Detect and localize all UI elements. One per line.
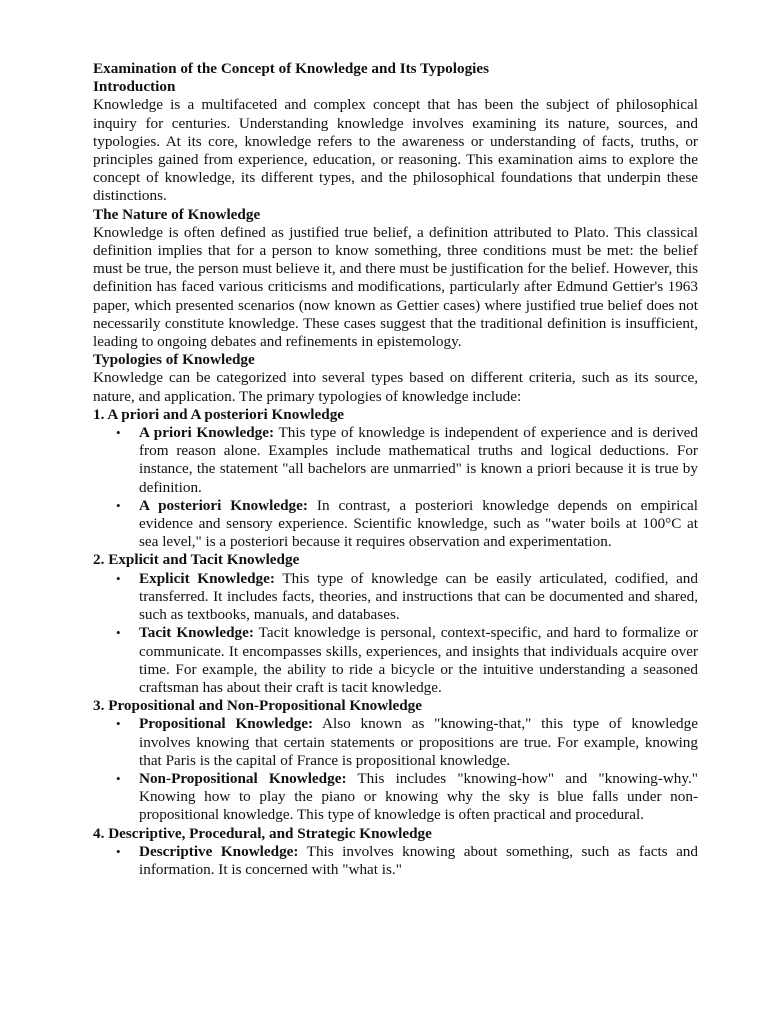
bullet-list bbox=[93, 715, 698, 824]
list-item bbox=[139, 770, 698, 825]
typologies-paragraph: Knowledge can be categorized into several types based on different criteria, such as its source, nature, and application. The primary typologies of knowledge include: bbox=[93, 369, 698, 405]
section-heading-a-priori-a-posteriori: 1. A priori and A posteriori Knowledge bbox=[93, 405, 345, 423]
term-description: In contrast, a posteriori knowledge depends on empirical evidence and sensory experience. Scientific knowledge, such as "water boils at 100°C at sea level," is a posteriori because it requires observation and experimentation. bbox=[139, 496, 698, 551]
list-item bbox=[139, 715, 698, 770]
section-heading-explicit-tacit: 2. Explicit and Tacit Knowledge bbox=[93, 551, 300, 569]
term-label: Descriptive Knowledge: bbox=[139, 842, 299, 860]
section-heading-propositional: 3. Propositional and Non-Propositional Knowledge bbox=[93, 697, 422, 715]
list-item bbox=[139, 424, 698, 497]
document-page bbox=[93, 60, 698, 879]
section-heading-descriptive-procedural-strategic: 4. Descriptive, Procedural, and Strategic Knowledge bbox=[93, 824, 432, 842]
list-item bbox=[139, 843, 698, 879]
introduction-heading: Introduction bbox=[93, 78, 176, 96]
introduction-paragraph: Knowledge is a multifaceted and complex concept that has been the subject of philosophical inquiry for centuries. Understanding knowledge involves examining its nature, sources, and typologies. At its core, knowledge refers to the awareness or understanding of facts, truths, or principles gained from experience, education, or reasoning. This examination aims to explore the concept of knowledge, its different types, and the philosophical foundations that underpin these distinctions. bbox=[93, 96, 698, 205]
term-label: Propositional Knowledge: bbox=[139, 715, 314, 733]
term-description: Tacit knowledge is personal, context-specific, and hard to formalize or communicate. It encompasses skills, experiences, and insights that individuals acquire over time. For example, the ability to ride a bicycle or the intuitive understanding a seasoned craftsman has about their craft is tacit knowledge. bbox=[139, 624, 698, 696]
term-label: Explicit Knowledge: bbox=[139, 569, 275, 587]
bullet-list bbox=[93, 843, 698, 879]
bullet-list bbox=[93, 424, 698, 551]
nature-paragraph: Knowledge is often defined as justified true belief, a definition attributed to Plato. This classical definition implies that for a person to know something, three conditions must be met: the belief must be true, the person must believe it, and there must be justification for the belief. However, this definition has faced various criticisms and modifications, particularly after Edmund Gettier's 1963 paper, which presented scenarios (now known as Gettier cases) where justified true belief does not necessarily constitute knowledge. These cases suggest that the traditional definition is insufficient, leading to ongoing debates and refinements in epistemology. bbox=[93, 223, 698, 351]
term-description: This involves knowing about something, such as facts and information. It is concerned with "what is." bbox=[139, 842, 698, 878]
term-label: A posteriori Knowledge: bbox=[139, 496, 308, 514]
term-label: Non-Propositional Knowledge: bbox=[139, 769, 347, 787]
term-description: Also known as "knowing-that," this type of knowledge involves knowing that certain statements or propositions are true. For example, knowing that Paris is the capital of France is propositional knowledge. bbox=[139, 715, 698, 769]
term-label: A priori Knowledge: bbox=[139, 424, 275, 442]
nature-heading: The Nature of Knowledge bbox=[93, 205, 261, 223]
list-item bbox=[139, 497, 698, 552]
term-label: Tacit Knowledge: bbox=[139, 624, 254, 642]
typologies-heading: Typologies of Knowledge bbox=[93, 351, 255, 369]
term-description: This type of knowledge can be easily articulated, codified, and transferred. It includes facts, theories, and instructions that can be documented and shared, such as textbooks, manuals, and databases. bbox=[139, 569, 698, 624]
bullet-list bbox=[93, 570, 698, 697]
term-description: This includes "knowing-how" and "knowing-why." Knowing how to play the piano or knowing why the sky is blue falls under non-propositional knowledge. This type of knowledge is often practical and procedural. bbox=[139, 769, 698, 824]
list-item bbox=[139, 624, 698, 697]
document-title: Examination of the Concept of Knowledge and Its Typologies bbox=[93, 60, 490, 77]
list-item bbox=[139, 570, 698, 625]
term-description: This type of knowledge is independent of experience and is derived from reason alone. Examples include mathematical truths and logical deductions. For instance, the statement "all bachelors are unmarried" is known a priori because it is true by definition. bbox=[139, 424, 698, 496]
